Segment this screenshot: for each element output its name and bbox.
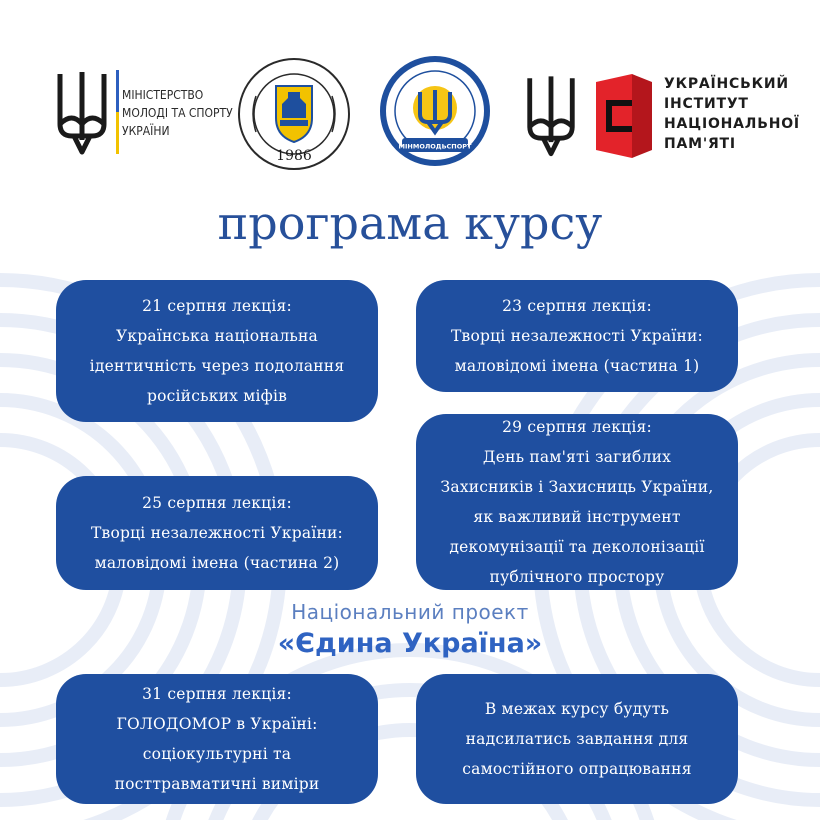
university-year: 1986 xyxy=(276,148,312,164)
ministry-name: МІНІСТЕРСТВО МОЛОДІ ТА СПОРТУ УКРАЇНИ xyxy=(122,88,233,138)
lecture-card-aug-29: 29 серпня лекція: День пам'яті загиблих Захисників і Захисниць України, як важливий інструмент декомунізації та деколонізації публічного простору xyxy=(416,414,738,590)
page-title: програма курсу xyxy=(217,196,603,250)
lecture-card-aug-31: 31 серпня лекція: ГОЛОДОМОР в Україні: соціокультурні та посттравматичні виміри xyxy=(56,674,378,804)
trident-logo-institute xyxy=(522,70,580,160)
lecture-card-aug-21: 21 серпня лекція: Українська національна ідентичність через подолання російських міфів xyxy=(56,280,378,422)
assignments-note-card: В межах курсу будуть надсилатись завдання для самостійного опрацювання xyxy=(416,674,738,804)
ministry-divider xyxy=(116,70,119,112)
institute-emblem-icon xyxy=(592,72,656,160)
university-seal-logo xyxy=(236,56,352,172)
project-subtitle: Національний проект xyxy=(291,600,529,624)
lecture-card-aug-23: 23 серпня лекція: Творці незалежності України: маловідомі імена (частина 1) xyxy=(416,280,738,392)
department-badge-logo xyxy=(380,56,490,166)
trident-logo-ministry xyxy=(52,66,112,158)
department-label: МІНМОЛОДЬСПОРТ xyxy=(398,142,472,151)
ministry-divider-yellow xyxy=(116,112,119,154)
project-name: «Єдина Україна» xyxy=(277,628,543,659)
lecture-card-aug-25: 25 серпня лекція: Творці незалежності України: маловідомі імена (частина 2) xyxy=(56,476,378,590)
institute-name: УКРАЇНСЬКИЙ ІНСТИТУТ НАЦІОНАЛЬНОЇ ПАМ'ЯТІ xyxy=(664,76,800,152)
